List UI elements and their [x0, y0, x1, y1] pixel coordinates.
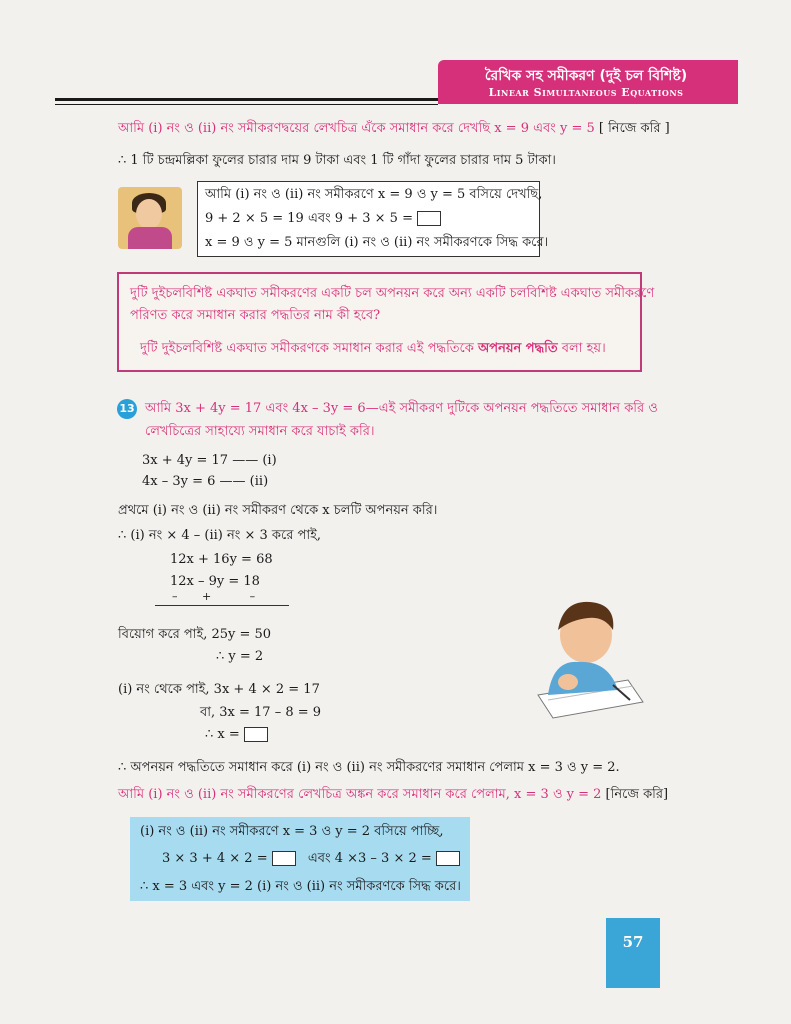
conclusion-line: ∴ অপনয়ন পদ্ধতিতে সমাধান করে (i) নং ও (ii) নং সমীকরণের সমাধান পেলাম x = 3 ও y = 2.: [118, 760, 620, 775]
check-equation: 9 + 2 × 5 = 19 এবং 9 + 3 × 5 =: [205, 211, 413, 226]
problem-line-1: আমি 3x + 4y = 17 এবং 4x – 3y = 6—এই সমীকরণ দুটিকে অপনয়ন পদ্ধতিতে সমাধান করি ও: [145, 401, 658, 416]
answer-blank-box[interactable]: [244, 727, 268, 742]
verify-line-1: (i) নং ও (ii) নং সমীকরণে x = 3 ও y = 2 বসিয়ে পাচ্ছি,: [140, 824, 444, 839]
intro-self-note: [ নিজে করি ]: [594, 121, 670, 136]
graph-text: আমি (i) নং ও (ii) নং সমীকরণের লেখচিত্র অঙ্কন করে সমাধান করে পেলাম,: [118, 787, 515, 802]
graph-solution: x = 3 ও y = 2: [514, 787, 602, 802]
check-line-3: x = 9 ও y = 5 মানগুলি (i) নং ও (ii) নং সমীকরণকে সিদ্ধ করে।: [205, 235, 549, 250]
subtraction-rule: [155, 605, 289, 606]
equation-i: 3x + 4y = 17 —— (i): [142, 453, 277, 468]
intro-line-2: ∴ 1 টি চন্দ্রমল্লিকা ফুলের চারার দাম 9 টাকা এবং 1 টি গাঁদা ফুলের চারার দাম 5 টাকা।: [118, 153, 556, 168]
header-rule-thick: [55, 98, 438, 101]
x-value-line: [205, 726, 268, 744]
calc-line-1: 12x + 16y = 68: [170, 552, 273, 567]
problem-line-2: লেখচিত্রের সাহায্যে সমাধান করে যাচাই করি।: [145, 424, 375, 439]
y-value: ∴ y = 2: [216, 649, 264, 664]
question-line-2: পরিণত করে সমাধান করার পদ্ধতির নাম কী হবে?: [130, 308, 381, 323]
header-title-bengali: রৈখিক সহ সমীকরণ (দুই চল বিশিষ্ট): [484, 68, 688, 84]
answer-line: [140, 340, 606, 358]
calc-line-2: 12x – 9y = 18: [170, 574, 260, 589]
page-number: 57: [606, 918, 660, 988]
answer-method-name: অপনয়ন পদ্ধতি: [478, 341, 558, 356]
answer-blank-box[interactable]: [272, 851, 296, 866]
question-line-1: দুটি দুইচলবিশিষ্ট একঘাত সমীকরণের একটি চল অপনয়ন করে অন্য একটি চলবিশিষ্ট একঘাত সমীকরণে: [130, 286, 655, 301]
verify-eq-1: 3 × 3 + 4 × 2 =: [162, 851, 268, 866]
from-eq-i: (i) নং থেকে পাই, 3x + 4 × 2 = 17: [118, 682, 320, 697]
check-line-2: [205, 210, 441, 228]
girl-illustration: [118, 187, 182, 249]
check-line-1: আমি (i) নং ও (ii) নং সমীকরণে x = 9 ও y = 5 বসিয়ে দেখছি,: [205, 187, 543, 202]
verify-line-2: [162, 850, 460, 868]
equation-ii: 4x – 3y = 6 —— (ii): [142, 474, 269, 489]
boy-illustration: [518, 590, 648, 720]
x-value: ∴ x =: [205, 727, 240, 742]
subtraction-signs: – + –: [172, 590, 256, 603]
intro-solution: x = 9 এবং y = 5: [494, 121, 595, 136]
graph-line: [118, 786, 668, 804]
step-eliminate-x: প্রথমে (i) নং ও (ii) নং সমীকরণ থেকে x চলটি অপনয়ন করি।: [118, 503, 438, 518]
verify-line-3: ∴ x = 3 এবং y = 2 (i) নং ও (ii) নং সমীকরণকে সিদ্ধ করে।: [140, 879, 461, 894]
subtract-result: বিয়োগ করে পাই, 25y = 50: [118, 627, 272, 642]
intro-line-1: [118, 120, 670, 138]
problem-number-badge: 13: [117, 399, 137, 419]
or-line: বা, 3x = 17 – 8 = 9: [200, 705, 322, 720]
answer-blank-box[interactable]: [417, 211, 441, 226]
intro-text: আমি (i) নং ও (ii) নং সমীকরণদ্বয়ের লেখচিত্র এঁকে সমাধান করে দেখছি: [118, 121, 495, 136]
header-title-english: Linear Simultaneous Equations: [488, 86, 684, 99]
step-multiply: ∴ (i) নং × 4 – (ii) নং × 3 করে পাই,: [118, 528, 321, 543]
answer-end: বলা হয়।: [557, 341, 606, 356]
verify-eq-2: এবং 4 ×3 – 3 × 2 =: [307, 851, 432, 866]
graph-self-note: [নিজে করি]: [601, 787, 669, 802]
answer-text: দুটি দুইচলবিশিষ্ট একঘাত সমীকরণকে সমাধান করার এই পদ্ধতিকে: [140, 341, 478, 356]
answer-blank-box[interactable]: [436, 851, 460, 866]
header-rule-thin: [55, 104, 438, 105]
